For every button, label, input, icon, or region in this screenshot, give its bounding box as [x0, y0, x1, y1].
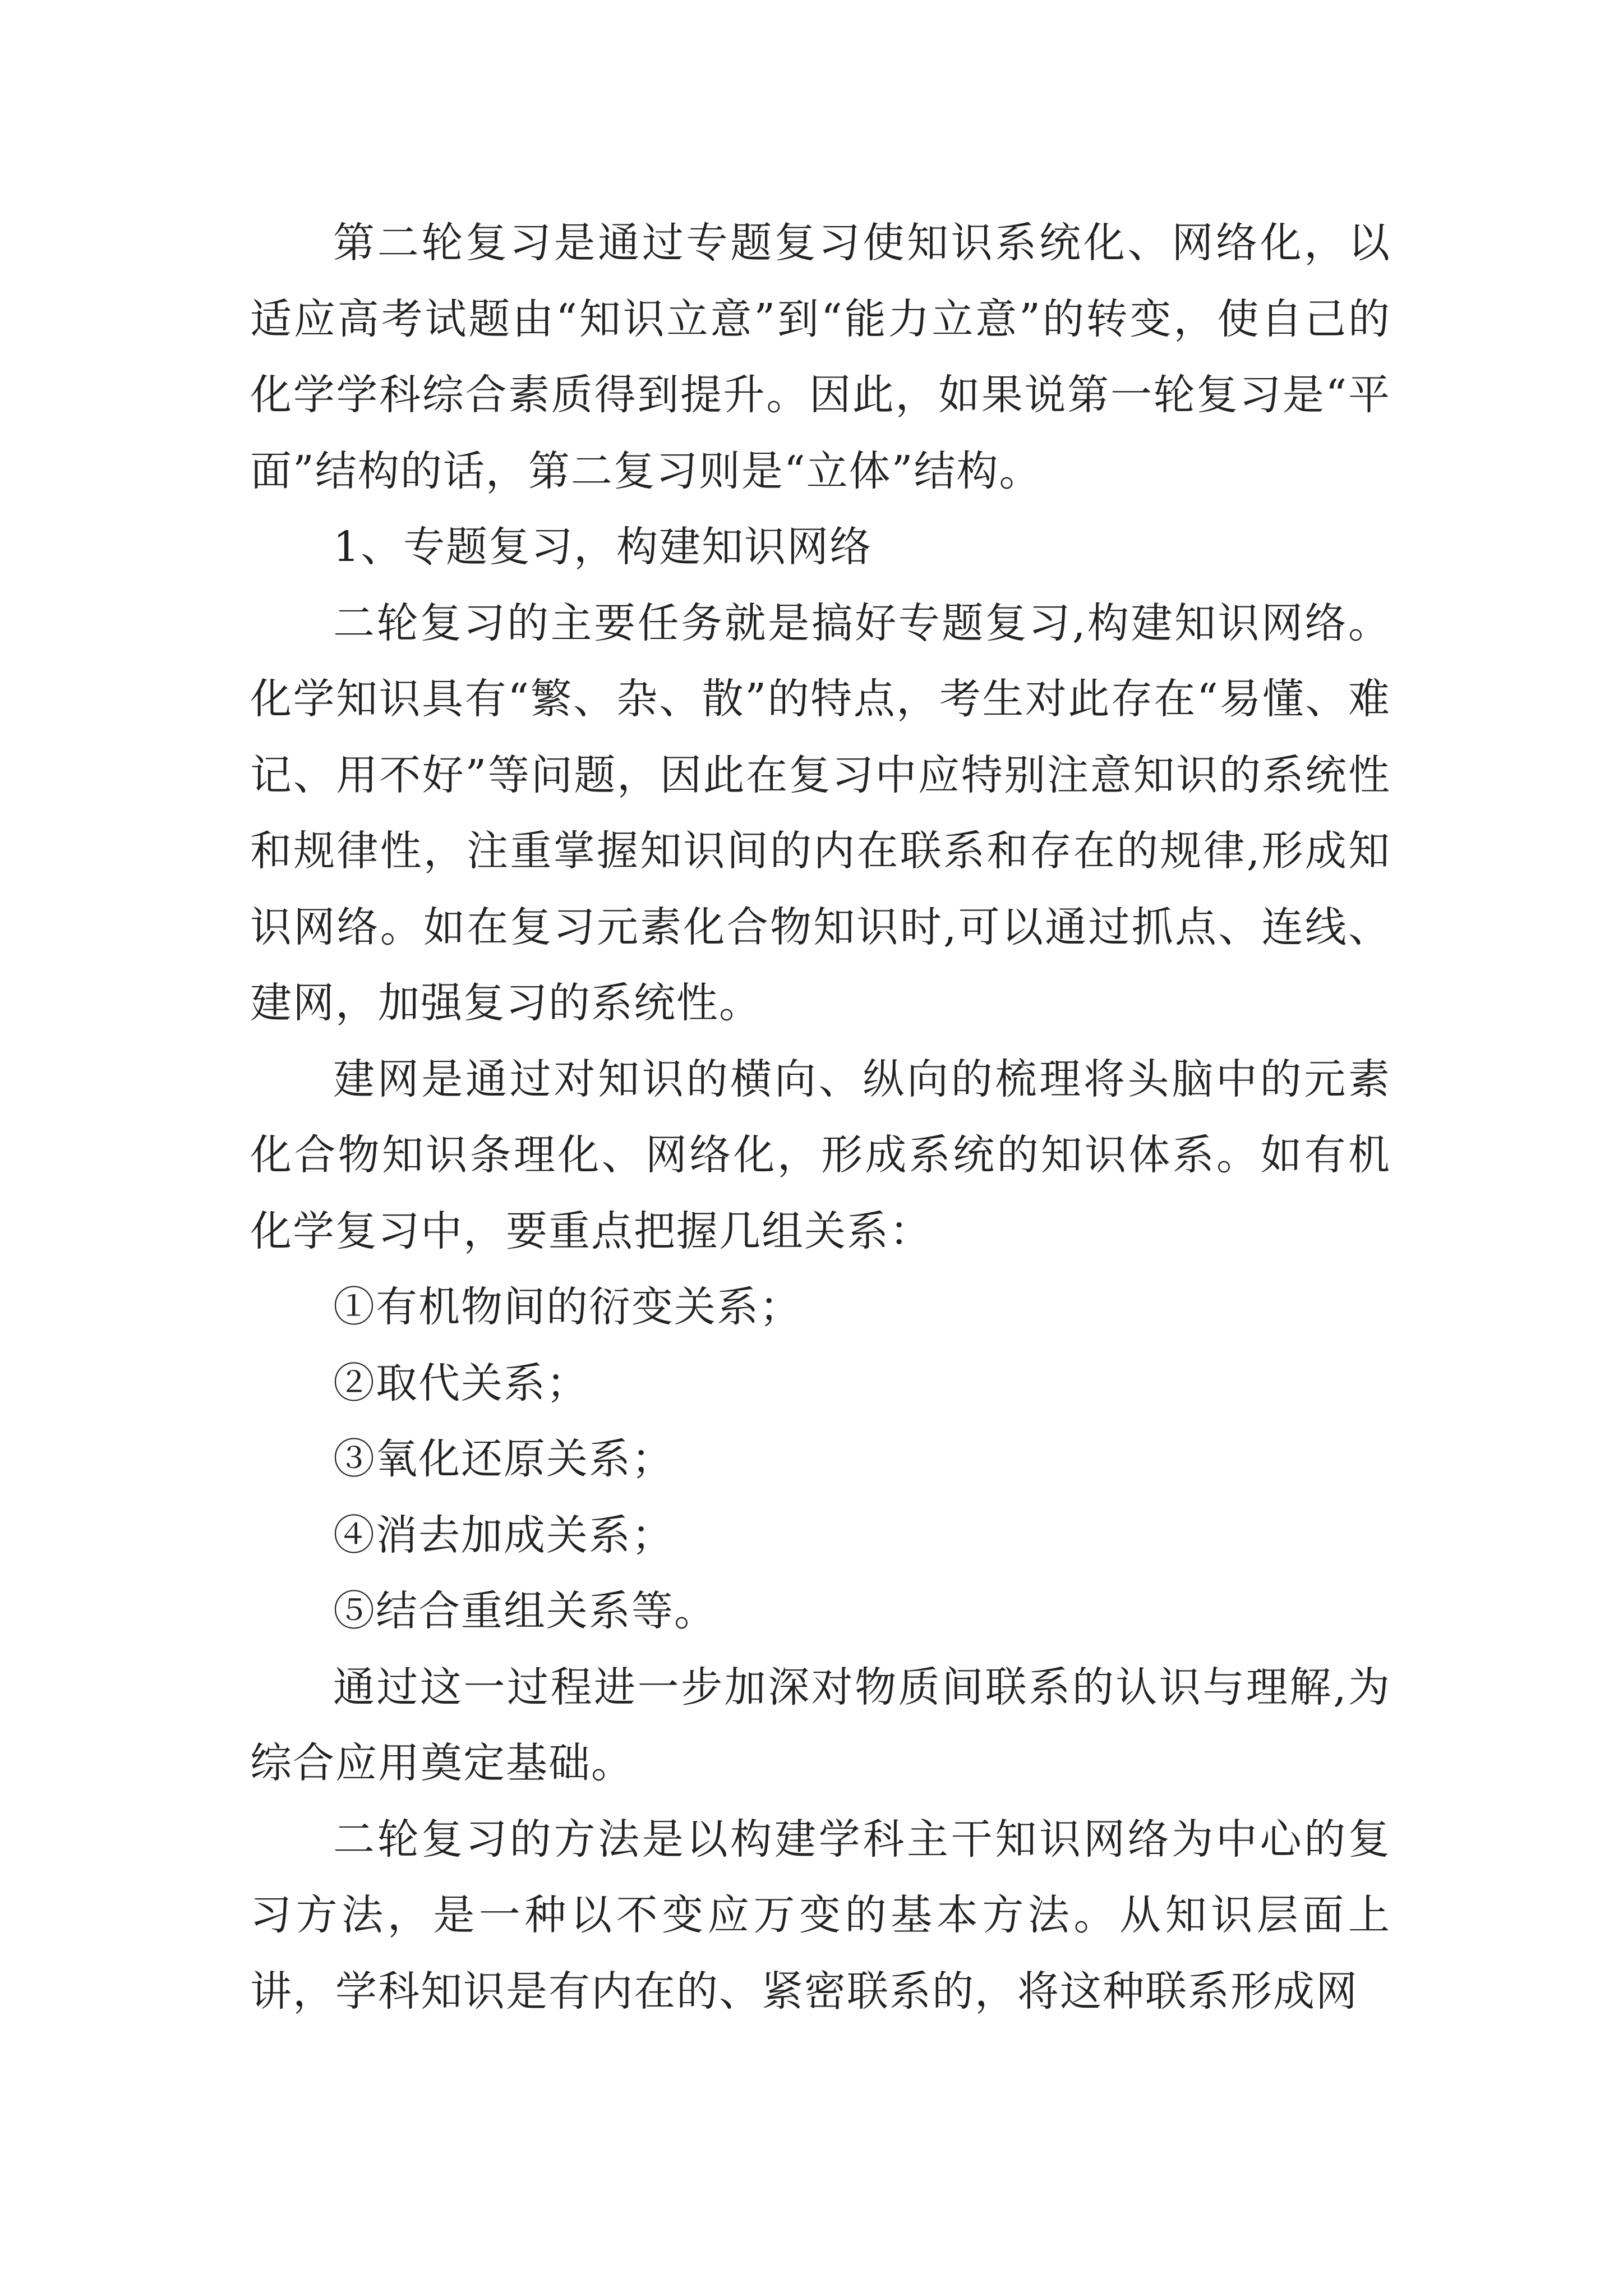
section-heading: 1、专题复习，构建知识网络 [333, 523, 873, 571]
list-item: ④消去加成关系； [333, 1511, 674, 1559]
list-item: ⑤结合重组关系等。 [333, 1587, 717, 1635]
list-item: ③氧化还原关系； [333, 1435, 674, 1483]
paragraph-method: 二轮复习的方法是以构建学科主干知识网络为中心的复习方法，是一种以不变应万变的基本方法。从知识层面上讲，学科知识是有内在的、紧密联系的，将这种联系形成网 [250, 1815, 1391, 2016]
paragraph-network: 建网是通过对知识的横向、纵向的梳理将头脑中的元素化合物知识条理化、网络化，形成系统的知识体系。如有机化学复习中，要重点把握几组关系： [250, 1055, 1391, 1255]
document-body [250, 205, 1391, 2030]
paragraph-main-task: 二轮复习的主要任务就是搞好专题复习,构建知识网络。化学知识具有“繁、杂、散”的特点，考生对此存在“易懂、难记、用不好”等问题，因此在复习中应特别注意知识的系统性和规律性，注重掌握知识间的内在联系和存在的规律,形成知识网络。如在复习元素化合物知识时,可以通过抓点、连线、建网，加强复习的系统性。 [250, 599, 1391, 1027]
paragraph-process: 通过这一过程进一步加深对物质间联系的认识与理解,为综合应用奠定基础。 [250, 1663, 1391, 1787]
list-item: ②取代关系； [333, 1359, 589, 1407]
list-item: ①有机物间的衍变关系； [333, 1283, 802, 1331]
paragraph-intro: 第二轮复习是通过专题复习使知识系统化、网络化，以适应高考试题由“知识立意”到“能力立意”的转变，使自己的化学学科综合素质得到提升。因此，如果说第一轮复习是“平面”结构的话，第二复习则是“立体”结构。 [250, 219, 1391, 495]
